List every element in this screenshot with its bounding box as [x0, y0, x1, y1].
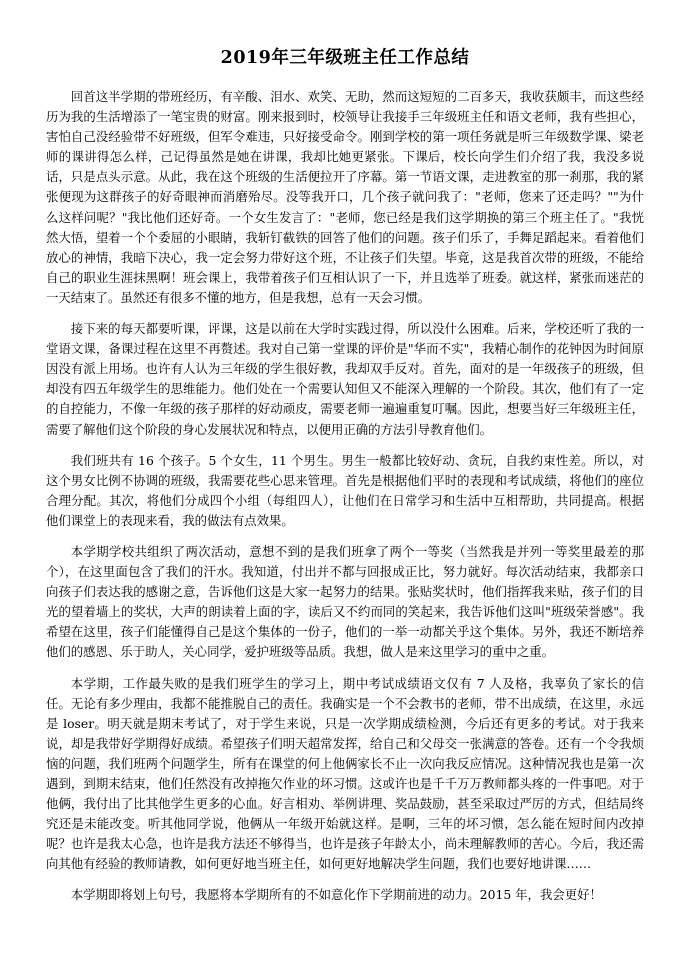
paragraph: 本学期即将划上句号，我愿将本学期所有的不如意化作下学期前进的动力。2015 年，我会更好！: [70, 887, 602, 903]
document-body: [46, 87, 644, 906]
paragraph: 接下来的每天都要听课，评课，这是以前在大学时实践过得，所以没什么困难。后来，学校还听了我的一堂语文课，备课过程在这里不再赘述。我对自己第一堂课的评价是"华而不实"，我精心制作的花钟因为时间原因没有派上用场。也许有人认为三年级的学生很好教，我却双手反对。首先，面对的是一年级孩子的班级，但却没有四五年级学生的思维能力。他们处在一个需要认知但又不能深入理解的一个阶段。其次，他们有了一定的自控能力，不像一年级的孩子那样的好动顽皮，需要老师一遍遍重复叮嘱。因此，想要当好三年级班主任，需要了解他们这个阶段的身心发展状况和特点，以便用正确的方法引导教育他们。: [46, 321, 644, 437]
page-title: 2019年三年级班主任工作总结: [220, 48, 470, 68]
paragraph: 回首这半学期的带班经历，有辛酸、泪水、欢笑、无助，然而这短短的二百多天，我收获颇丰，而这些经历为我的生活增添了一笔宝贵的财富。刚来报到时，校领导让我接手三年级班主任和语文老师，我有些担心，害怕自己没经验带不好班级，但军令难违，只好接受命令。刚到学校的第一项任务就是听三年级数学课、梁老师的课讲得怎么样，己记得虽然是她在讲课，我却比她更紧张。下课后，校长向学生们介绍了我，我没多说话，只是点头示意。从此，我在这个班级的生活便拉开了序幕。第一节语文课，走进教室的那一刹那，我的紧张便现为这群孩子的好奇眼神而消磨殆尽。没等我开口，几个孩子就问我了："老师，您来了还走吗？""为什么这样问呢？"我比他们还好奇。一个女生发言了："老师，您已经是我们这学期换的第三个班主任了。"我恍然大悟，望着一个个委屈的小眼睛，我斩钉截铁的回答了他们的问题。孩子们乐了，手舞足蹈起来。看着他们放心的神情，我暗下决心，我一定会努力带好这个班，不让孩子们失望。毕竟，这是我首次带的班级，不能给自己的职业生涯抹黑啊！班会课上，我带着孩子们互相认识了一下，并且选举了班委。就这样，紧张而迷茫的一天结束了。虽然还有很多不懂的地方，但是我想，总有一天会习惯。: [46, 89, 644, 305]
paragraph: 我们班共有 16 个孩子。5 个女生，11 个男生。男生一般都比较好动、贪玩，自我约束性差。所以，对这个男女比例不协调的班级，我需要花些心思来管理。首先是根据他们平时的表现和考试成绩，将他们的座位合理分配。其次，将他们分成四个小组（每组四人），让他们在日常学习和生活中互相帮助，共同提高。根据他们课堂上的表现来看，我的做法有点效果。: [46, 452, 644, 528]
paragraph: 本学期，工作最失败的是我们班学生的学习上，期中考试成绩语文仅有 7 人及格，我辜负了家长的信任。无论有多少理由，我都不能推脱自己的责任。我确实是一个不会教书的老师，带不出成绩，在这里，永远是 loser。明天就是期末考试了，对于学生来说，只是一次学期成绩检测，今后还有更多的考试。对于我来说，却是我带好学期得好成绩。希望孩子们明天超常发挥，给自己和父母交一张满意的答卷。还有一个令我烦恼的问题，我们班两个问题学生，所有在课堂的何上他俩家长不止一次向我反应情况。这种情况我也是第一次遇到，到期末结束，他们任然没有改掉拖欠作业的坏习惯。这或许也是千千万万教师都头疼的一件事吧。对于他俩，我付出了比其他学生更多的心血。好言相劝、举例讲理、奖品鼓励，甚至采取过严厉的方式，但结局终究还是未能改变。听其他同学说，他俩从一年级开始就这样。是啊，三年的坏习惯，怎么能在短时间内改掉呢？也许是我太心急，也许是我方法还不够得当，也许是孩子年龄太小，尚未理解教师的苦心。今后，我还需向其他有经验的教师请教，如何更好地当班主任，如何更好地解决学生问题，我们也要好地讲课……: [46, 675, 644, 872]
paragraph: 本学期学校共组织了两次活动，意想不到的是我们班拿了两个一等奖（当然我是并列一等奖里最差的那个），在这里面包含了我们的汗水。我知道，付出并不都与回报成正比，努力就好。每次活动结束，我都亲口向孩子们表达我的感谢之意，告诉他们这是大家一起努力的结果。张贴奖状时，他们指挥我来贴，孩子们的目光的望着墙上的奖状，大声的朗读着上面的字，读后又不约而同的笑起来，我告诉他们这叫"班级荣誉感"。我希望在这里，孩子们能懂得自己是这个集体的一份子，他们的一举一动都关乎这个集体。另外，我还不断培养他们的感恩、乐于助人，关心同学，爱护班级等品质。我想，做人是来这里学习的重中之重。: [46, 543, 644, 660]
